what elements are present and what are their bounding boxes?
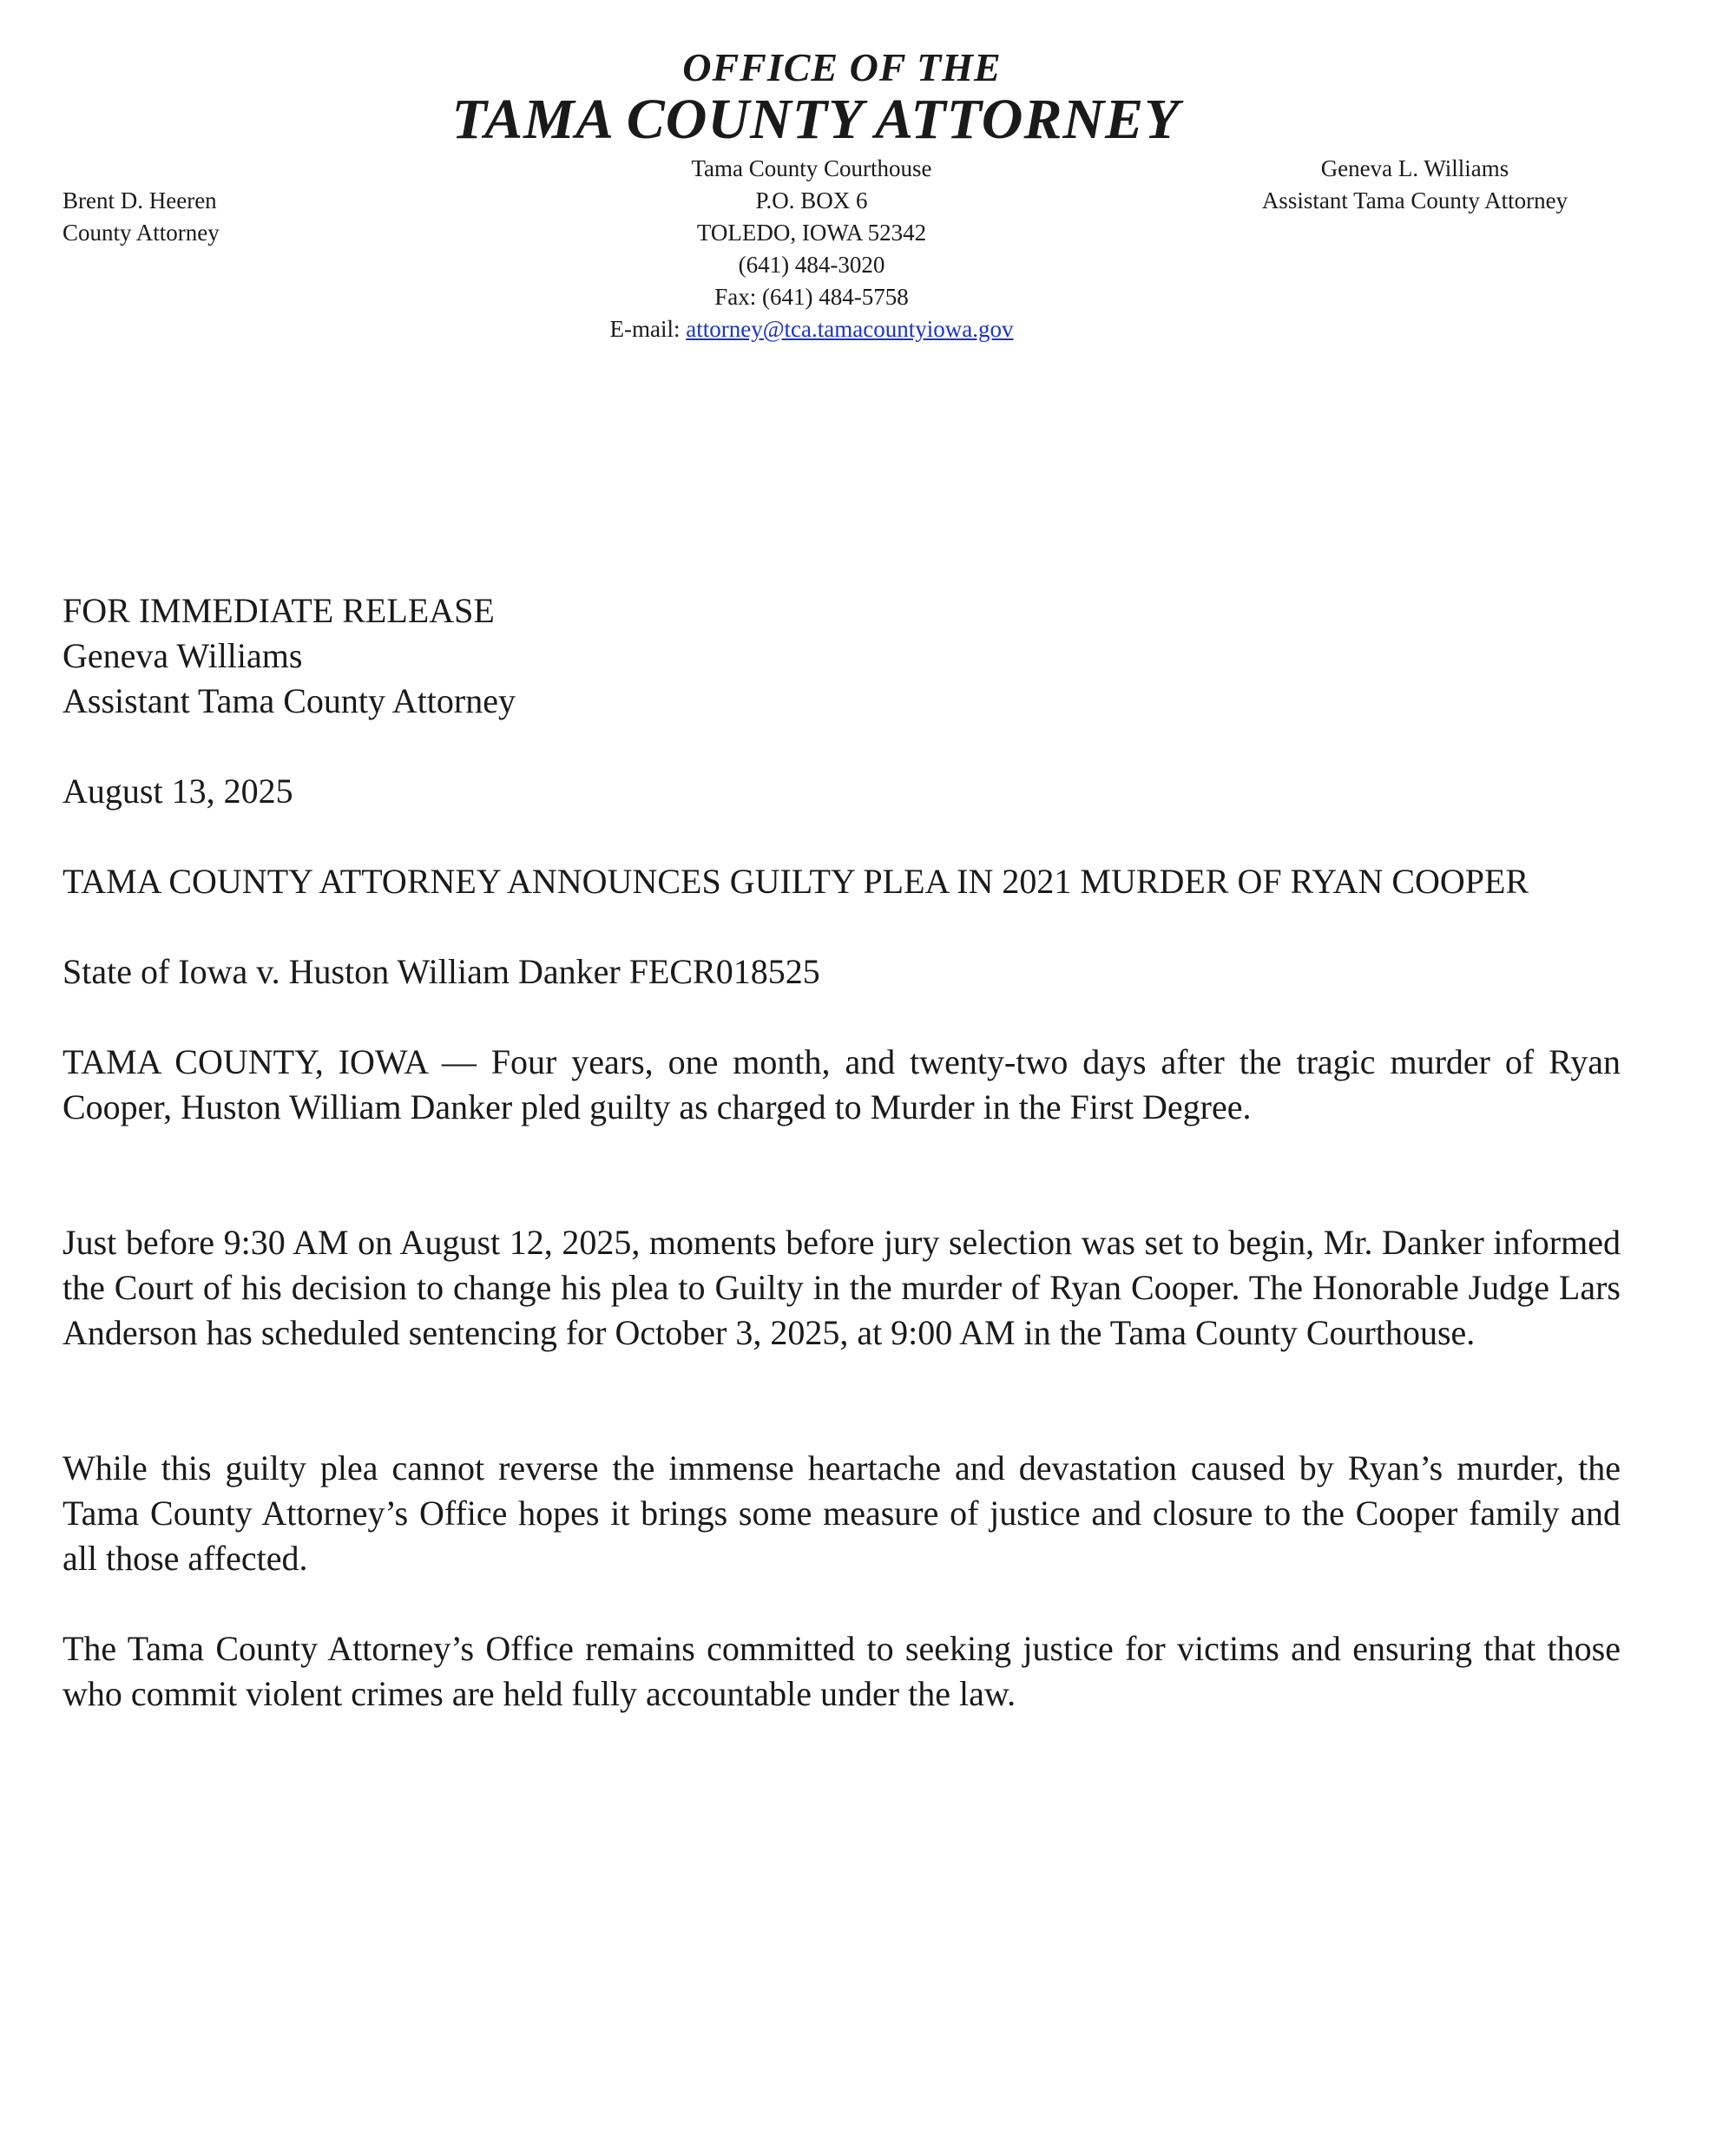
assistant-attorney-name: Geneva L. Williams xyxy=(1320,155,1509,181)
office-fax: Fax: (641) 484-5758 xyxy=(714,284,909,310)
county-attorney-title: County Attorney xyxy=(62,220,220,246)
release-contact-name: Geneva Williams xyxy=(62,636,303,675)
address-city: TOLEDO, IOWA 52342 xyxy=(696,220,927,246)
paragraph-justice: While this guilty plea cannot reverse the immense heartache and devastation caused by Ryan’s murder, the Tama County Attorney’s Office hopes it brings some measure of justice and closure to the Cooper family and all those affected. xyxy=(62,1448,1621,1578)
release-header xyxy=(62,588,1621,724)
office-email-line xyxy=(0,313,1623,345)
release-contact-title: Assistant Tama County Attorney xyxy=(62,681,516,720)
paragraph-intro: TAMA COUNTY, IOWA — Four years, one month, and twenty-two days after the tragic murder of Ryan Cooper, Huston William Danker pled guilty as charged to Murder in the First Degree. xyxy=(62,1042,1621,1126)
release-label: FOR IMMEDIATE RELEASE xyxy=(62,591,495,630)
paragraph-commitment: The Tama County Attorney’s Office remains committed to seeking justice for victims and ensuring that those who commit violent crimes are held fully accountable under the law. xyxy=(62,1629,1621,1713)
email-label: E-mail: xyxy=(609,316,687,342)
address-courthouse: Tama County Courthouse xyxy=(691,155,932,181)
address-po-box: P.O. BOX 6 xyxy=(755,187,868,213)
assistant-attorney-title: Assistant Tama County Attorney xyxy=(1261,187,1568,213)
release-date: August 13, 2025 xyxy=(62,772,293,811)
office-phone: (641) 484-3020 xyxy=(738,252,885,278)
case-caption: State of Iowa v. Huston William Danker FECR018525 xyxy=(62,952,820,991)
county-attorney-name: Brent D. Heeren xyxy=(62,187,217,213)
letterhead xyxy=(0,0,1736,364)
email-link[interactable]: attorney@tca.tamacountyiowa.gov xyxy=(686,316,1014,342)
assistant-attorney-block xyxy=(1198,153,1632,217)
paragraph-plea-details: Just before 9:30 AM on August 12, 2025, moments before jury selection was set to begin, Mr. Danker informed the Court of his decision to change his plea to Guilty in the murder of Ryan Cooper. The Honorable Judge Lars Anderson has scheduled sentencing for October 3, 2025, at 9:00 AM in the Tama County Courthouse. xyxy=(62,1223,1621,1352)
release-headline: TAMA COUNTY ATTORNEY ANNOUNCES GUILTY PLEA IN 2021 MURDER OF RYAN COOPER xyxy=(62,862,1529,901)
office-name-heading: TAMA COUNTY ATTORNEY xyxy=(451,88,1180,151)
office-of-heading: OFFICE OF THE xyxy=(682,45,1002,89)
